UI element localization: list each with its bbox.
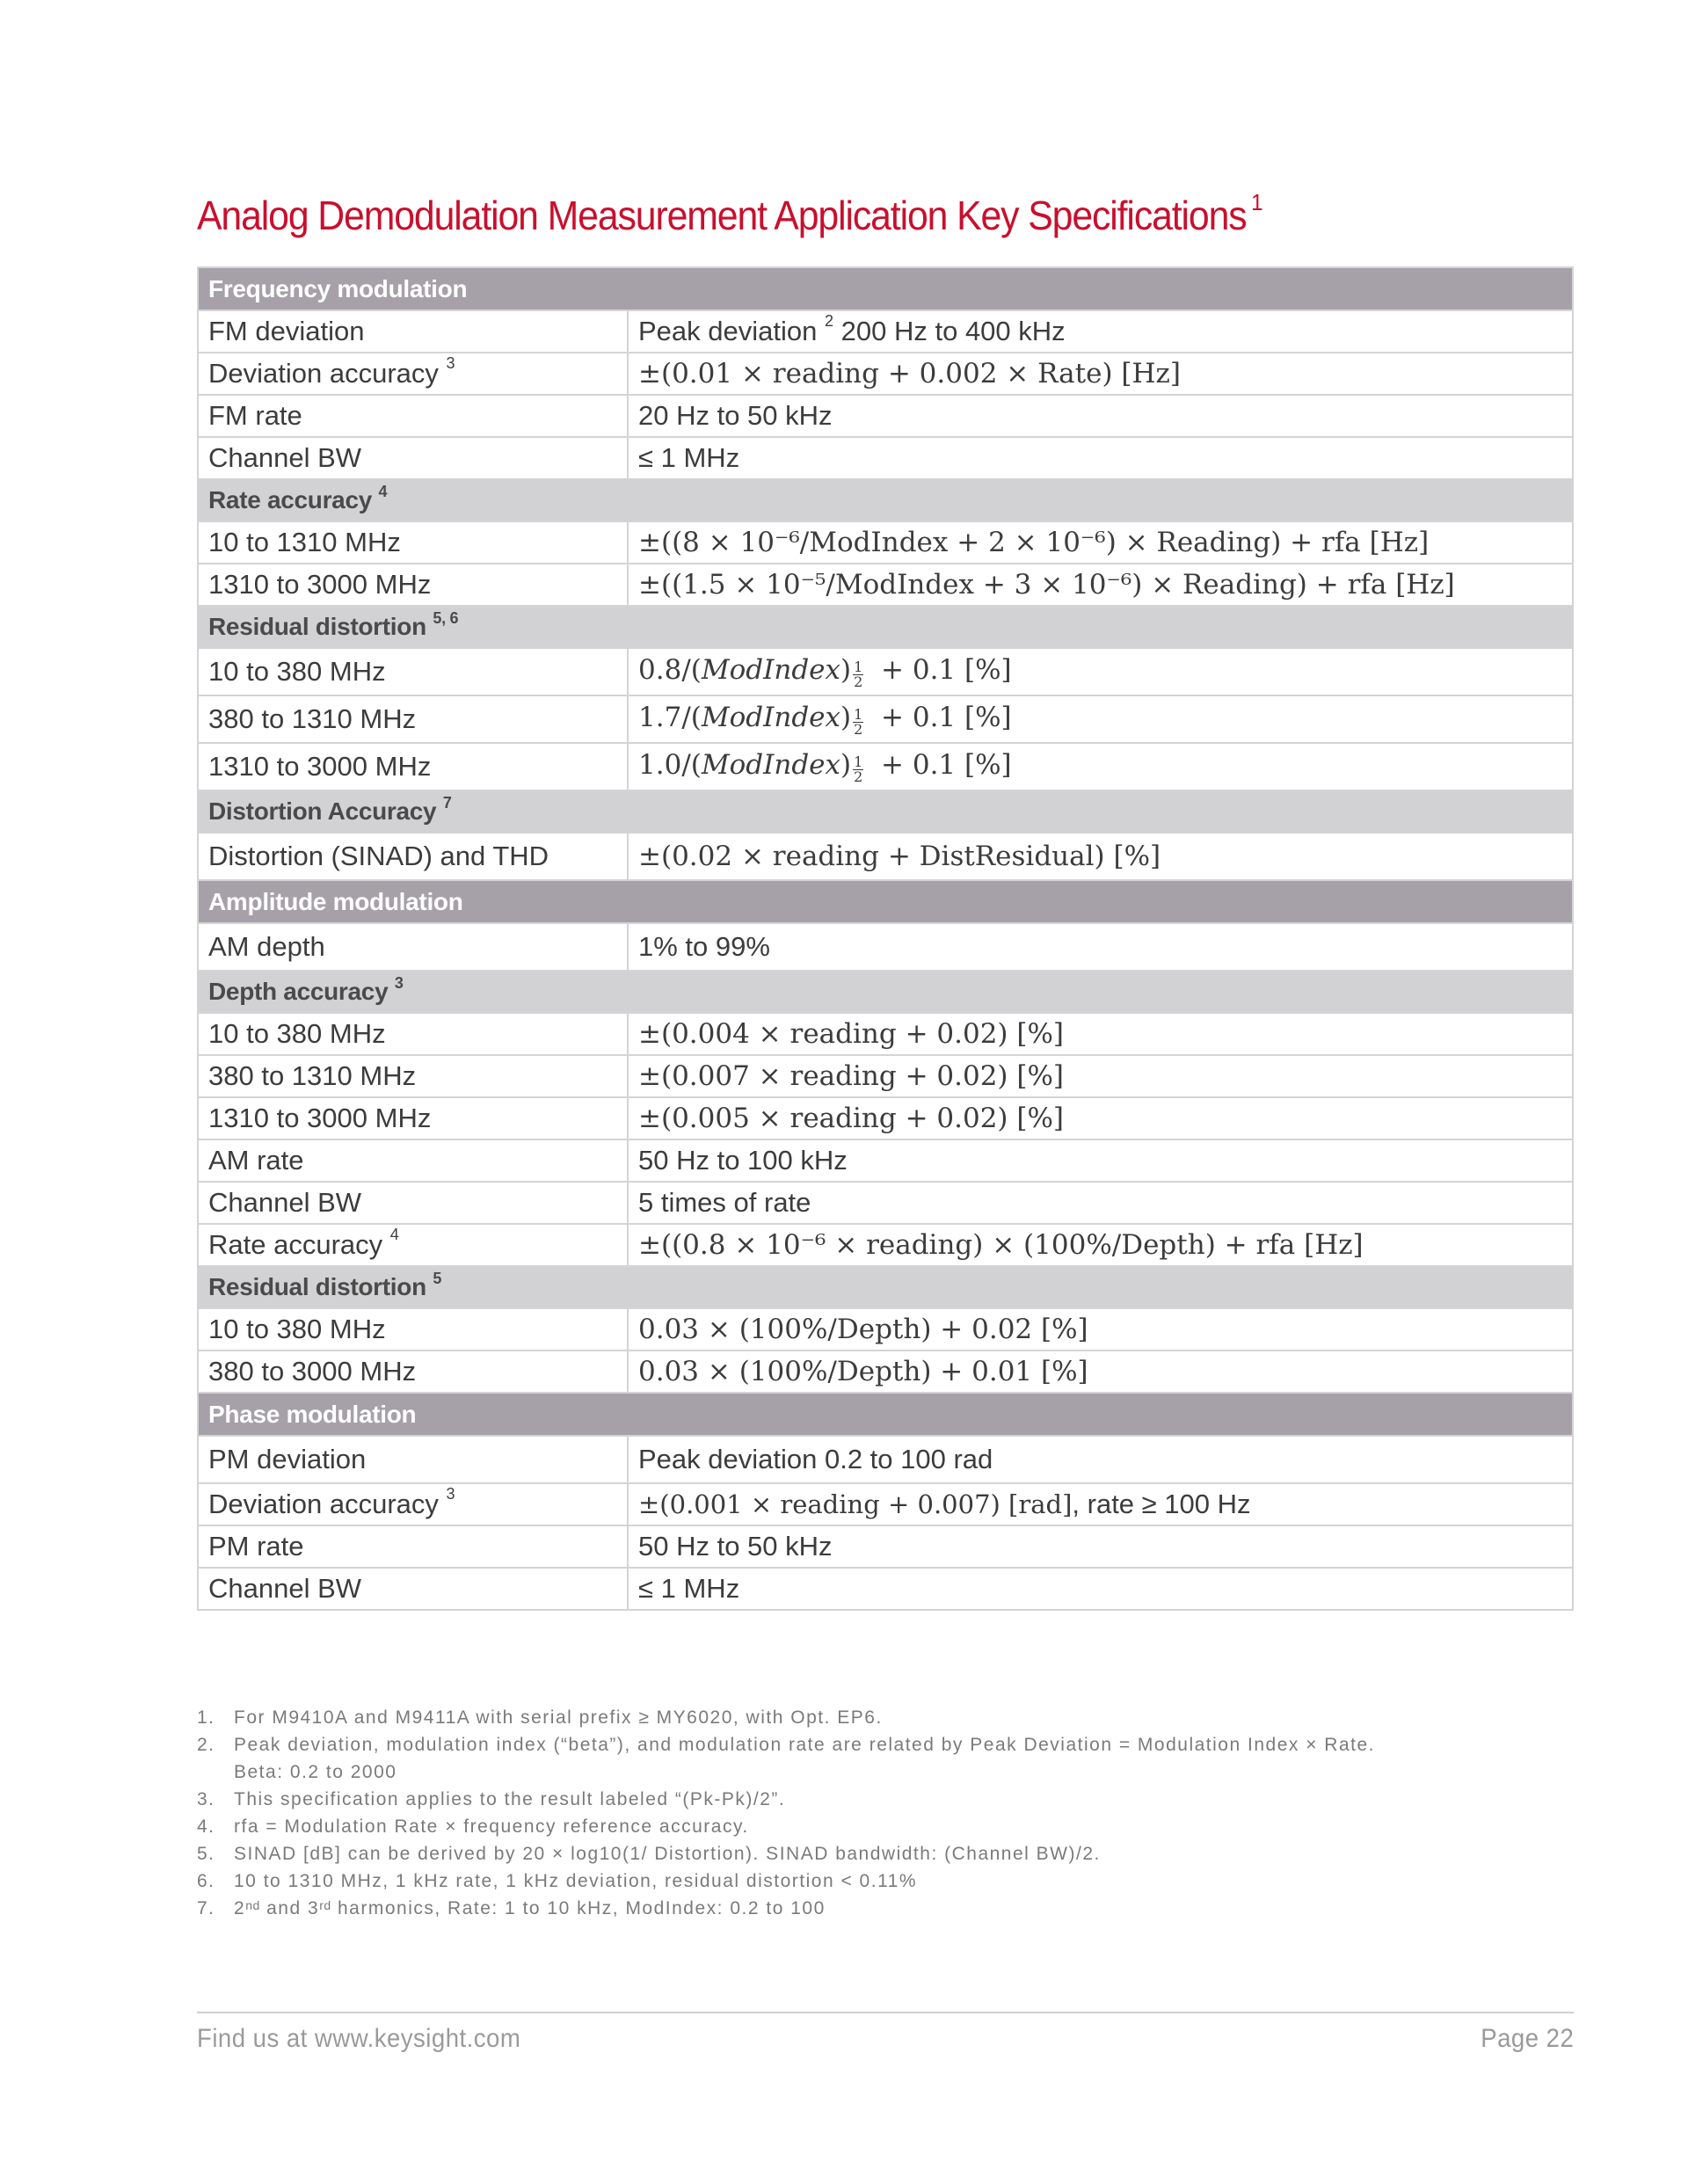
row-label: 1310 to 3000 MHz: [198, 743, 628, 790]
footnote-item: 4. rfa = Modulation Rate × frequency reference accuracy.: [197, 1816, 749, 1837]
row-value: 50 Hz to 100 kHz: [628, 1139, 1573, 1182]
table-row: [198, 743, 1573, 790]
row-value: Peak deviation 0.2 to 100 rad: [628, 1436, 1573, 1483]
subsection-header-distortion-accuracy: Distortion Accuracy $^7$: [198, 790, 1573, 833]
footnote-item: 1. For M9410A and M9411A with serial prefix ≥ MY6020, with Opt. EP6.: [197, 1707, 883, 1728]
row-label: FM rate: [198, 395, 628, 437]
footnote-item: 2. Peak deviation, modulation index (“beta”), and modulation rate are related by Peak Deviation = Modulation Index × Rate. Beta: 0.2 to 2000: [197, 1735, 1376, 1782]
section-header-fm-label: Frequency modulation: [198, 267, 1573, 310]
table-row: [198, 1483, 1573, 1525]
row-label: Channel BW: [198, 1568, 628, 1610]
footnote-item: 5. SINAD [dB] can be derived by 20 × log10(1/ Distortion). SINAD bandwidth: (Channel BW)/2.: [197, 1844, 1101, 1864]
row-label: Channel BW: [198, 1182, 628, 1224]
table-row: [198, 1097, 1573, 1139]
row-formula: 1.0/(ModIndex) $\frac{1}{2}$ + 0.1 [%]: [628, 743, 1573, 790]
row-label: 380 to 3000 MHz: [198, 1350, 628, 1393]
table-row: [198, 564, 1573, 606]
row-formula: ±(0.007 × reading + 0.02) [%]: [628, 1055, 1573, 1097]
row-label: Rate accuracy $^4$: [198, 1224, 628, 1266]
row-formula: ±((0.8 × 10⁻⁶ × reading) × (100%/Depth) + rfa [Hz]: [628, 1224, 1573, 1266]
row-label: 1310 to 3000 MHz: [198, 564, 628, 606]
table-row: [198, 1436, 1573, 1483]
row-label: 10 to 380 MHz: [198, 648, 628, 695]
table-row: [198, 695, 1573, 743]
row-label: Deviation accuracy $^3$: [198, 1483, 628, 1525]
table-row: [198, 1182, 1573, 1224]
page-title-text: Analog Demodulation Measurement Application Key Specifications: [197, 193, 1247, 238]
row-value: ≤ 1 MHz: [628, 1568, 1573, 1610]
row-label: Distortion (SINAD) and THD: [198, 833, 628, 880]
row-label: PM deviation: [198, 1436, 628, 1483]
row-label: 10 to 380 MHz: [198, 1308, 628, 1350]
row-value: 1% to 99%: [628, 923, 1573, 971]
subsection-header-am-residual-distortion: Residual distortion $^5$: [198, 1266, 1573, 1308]
row-value: Peak deviation $^2$ 200 Hz to 400 kHz: [628, 310, 1573, 353]
row-label: 10 to 380 MHz: [198, 1013, 628, 1055]
row-label: Channel BW: [198, 437, 628, 479]
spec-table: [197, 266, 1574, 1611]
table-row: [198, 1568, 1573, 1610]
row-formula: 0.03 × (100%/Depth) + 0.01 [%]: [628, 1350, 1573, 1393]
table-row: [198, 833, 1573, 880]
page-title: [197, 188, 1262, 239]
row-formula: 0.8/(ModIndex) $\frac{1}{2}$ + 0.1 [%]: [628, 648, 1573, 695]
row-formula: ±(0.005 × reading + 0.02) [%]: [628, 1097, 1573, 1139]
footer-divider: [197, 2012, 1574, 2013]
table-row: [198, 1350, 1573, 1393]
row-formula: ±((1.5 × 10⁻⁵/ModIndex + 3 × 10⁻⁶) × Reading) + rfa [Hz]: [628, 564, 1573, 606]
table-row: [198, 1525, 1573, 1568]
table-row: [198, 648, 1573, 695]
row-value: ≤ 1 MHz: [628, 437, 1573, 479]
row-label: FM deviation: [198, 310, 628, 353]
row-label: Deviation accuracy $^3$: [198, 353, 628, 395]
table-row: [198, 1013, 1573, 1055]
subsection-header-depth-accuracy: Depth accuracy $^3$: [198, 971, 1573, 1013]
table-row: [198, 923, 1573, 971]
section-header-am-label: Amplitude modulation: [198, 880, 1573, 923]
section-header-am: [198, 880, 1573, 923]
table-row: [198, 1139, 1573, 1182]
footer-website[interactable]: Find us at www.keysight.com: [197, 2024, 521, 2053]
table-row: [198, 353, 1573, 395]
ref: 2: [825, 312, 834, 330]
footnote-item: 6. 10 to 1310 MHz, 1 kHz rate, 1 kHz deviation, residual distortion < 0.11%: [197, 1871, 918, 1891]
section-header-fm: [198, 267, 1573, 310]
table-row: [198, 437, 1573, 479]
footnote-item: 3. This specification applies to the result labeled “(Pk-Pk)/2”.: [197, 1789, 786, 1809]
footnotes: [197, 1704, 1574, 1922]
page-number: Page 22: [1480, 2024, 1574, 2053]
row-label: 10 to 1310 MHz: [198, 521, 628, 564]
section-header-pm-label: Phase modulation: [198, 1393, 1573, 1436]
row-label: 380 to 1310 MHz: [198, 1055, 628, 1097]
subsection-header-residual-distortion: Residual distortion $^{5, 6}$: [198, 606, 1573, 648]
table-row: [198, 1308, 1573, 1350]
row-label: 380 to 1310 MHz: [198, 695, 628, 743]
page-title-ref: 1: [1251, 188, 1262, 215]
row-formula: ±(0.004 × reading + 0.02) [%]: [628, 1013, 1573, 1055]
row-formula: ±(0.01 × reading + 0.002 × Rate) [Hz]: [628, 353, 1573, 395]
footnote-item: 7. 2nd and 3rd harmonics, Rate: 1 to 10 kHz, ModIndex: 0.2 to 100: [197, 1898, 826, 1918]
row-label: AM depth: [198, 923, 628, 971]
row-formula: 1.7/(ModIndex) $\frac{1}{2}$ + 0.1 [%]: [628, 695, 1573, 743]
table-row: [198, 310, 1573, 353]
table-row: [198, 1055, 1573, 1097]
row-label: PM rate: [198, 1525, 628, 1568]
subsection-header-rate-accuracy: Rate accuracy $^4$: [198, 479, 1573, 521]
row-value: 20 Hz to 50 kHz: [628, 395, 1573, 437]
row-formula: 0.03 × (100%/Depth) + 0.02 [%]: [628, 1308, 1573, 1350]
row-value: 50 Hz to 50 kHz: [628, 1525, 1573, 1568]
table-row: [198, 395, 1573, 437]
row-formula: ±((8 × 10⁻⁶/ModIndex + 2 × 10⁻⁶) × Reading) + rfa [Hz]: [628, 521, 1573, 564]
table-row: [198, 1224, 1573, 1266]
section-header-pm: [198, 1393, 1573, 1436]
row-value: 5 times of rate: [628, 1182, 1573, 1224]
row-label: AM rate: [198, 1139, 628, 1182]
row-formula: ±(0.001 × reading + 0.007) [rad], rate ≥ 100 Hz: [628, 1483, 1573, 1525]
row-formula: ±(0.02 × reading + DistResidual) [%]: [628, 833, 1573, 880]
table-row: [198, 521, 1573, 564]
row-label: 1310 to 3000 MHz: [198, 1097, 628, 1139]
